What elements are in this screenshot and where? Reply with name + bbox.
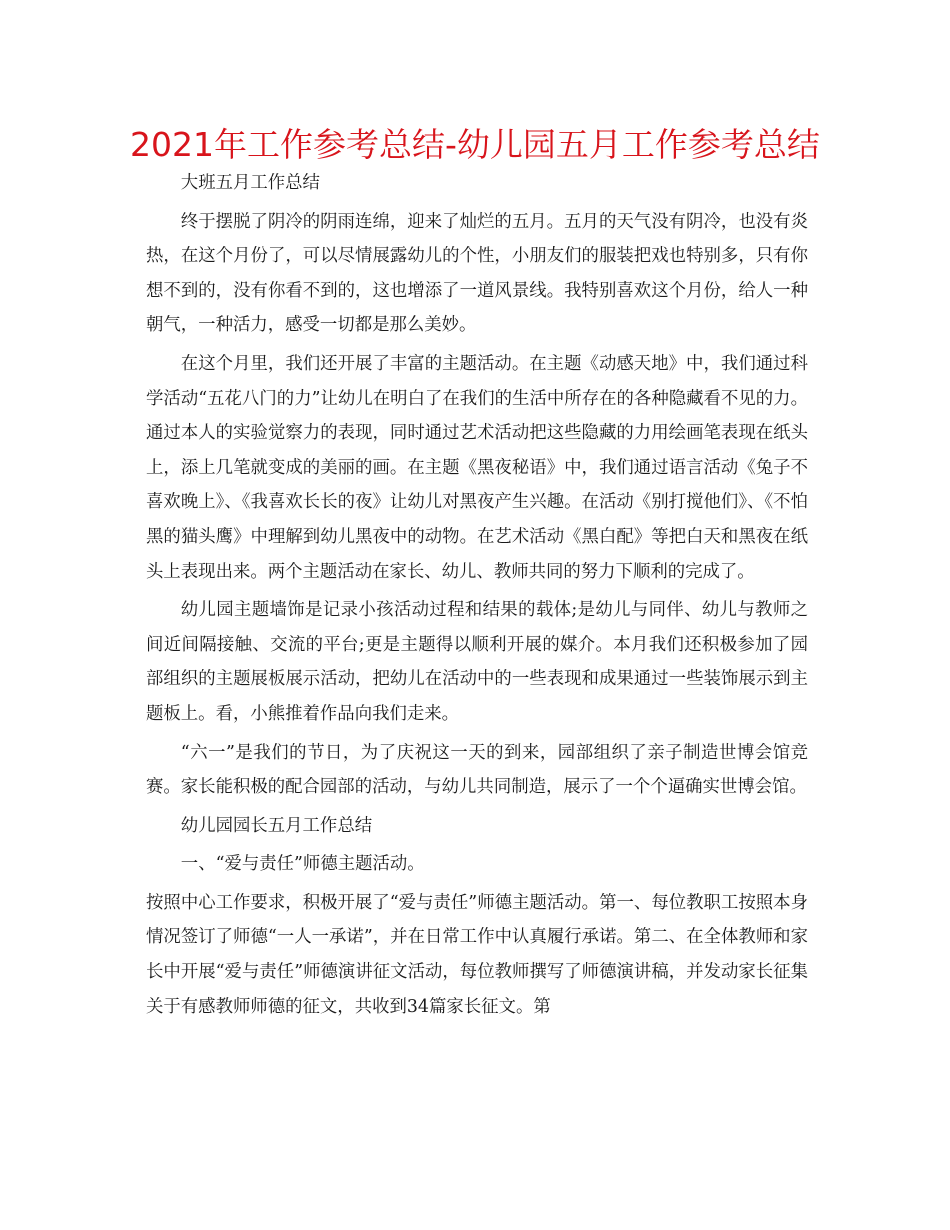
paragraph: 终于摆脱了阴冷的阴雨连绵，迎来了灿烂的五月。五月的天气没有阴冷，也没有炎热，在这个月份了，可以尽情展露幼儿的个性，小朋友们的服装把戏也特别多，只有你想不到的，没有你看不到的，这也增添了一道风景线。我特别喜欢这个月份，给人一种朝气，一种活力，感受一切都是那么美妙。	[146, 211, 808, 336]
paragraph: “六一”是我们的节日，为了庆祝这一天的到来，园部组织了亲子制造世博会馆竞赛。家长能积极的配合园部的活动，与幼儿共同制造，展示了一个个逼确实世博会馆。	[146, 742, 808, 798]
document-body	[146, 166, 808, 1024]
paragraph: 在这个月里，我们还开展了丰富的主题活动。在主题《动感天地》中，我们通过科学活动“五花八门的力”让幼儿在明白了在我们的生活中所存在的各种隐藏看不见的力。通过本人的实验觉察力的表现，同时通过艺术活动把这些隐藏的力用绘画笔表现在纸头上，添上几笔就变成的美丽的画。在主题《黑夜秘语》中，我们通过语言活动《兔子不喜欢晚上》、《我喜欢长长的夜》让幼儿对黑夜产生兴趣。在活动《别打搅他们》、《不怕黑的猫头鹰》中理解到幼儿黑夜中的动物。在艺术活动《黑白配》等把白天和黑夜在纸头上表现出来。两个主题活动在家长、幼儿、教师共同的努力下顺利的完成了。	[146, 353, 808, 582]
section-heading-class: 大班五月工作总结	[180, 173, 320, 193]
subsection-heading: 一、“爱与责任”师德主题活动。	[180, 854, 425, 875]
paragraph: 按照中心工作要求，积极开展了“爱与责任”师德主题活动。第一、每位教职工按照本身情况签订了师德“一人一承诺”，并在日常工作中认真履行承诺。第二、在全体教师和家长中开展“爱与责任”师德演讲征文活动，每位教师撰写了师德演讲稿，并发动家长征集关于有感教师师德的征文，共收到34篇家长征文。第	[146, 892, 808, 1017]
document-title: 2021年工作参考总结-幼儿园五月工作参考总结	[130, 125, 820, 164]
section-heading-director: 幼儿园园长五月工作总结	[180, 815, 373, 836]
paragraph: 幼儿园主题墙饰是记录小孩活动过程和结果的载体;是幼儿与同伴、幼儿与教师之间近间隔接触、交流的平台;更是主题得以顺利开展的媒介。本月我们还积极参加了园部组织的主题展板展示活动，把幼儿在活动中的一些表现和成果通过一些装饰展示到主题板上。看，小熊推着作品向我们走来。	[146, 600, 808, 724]
